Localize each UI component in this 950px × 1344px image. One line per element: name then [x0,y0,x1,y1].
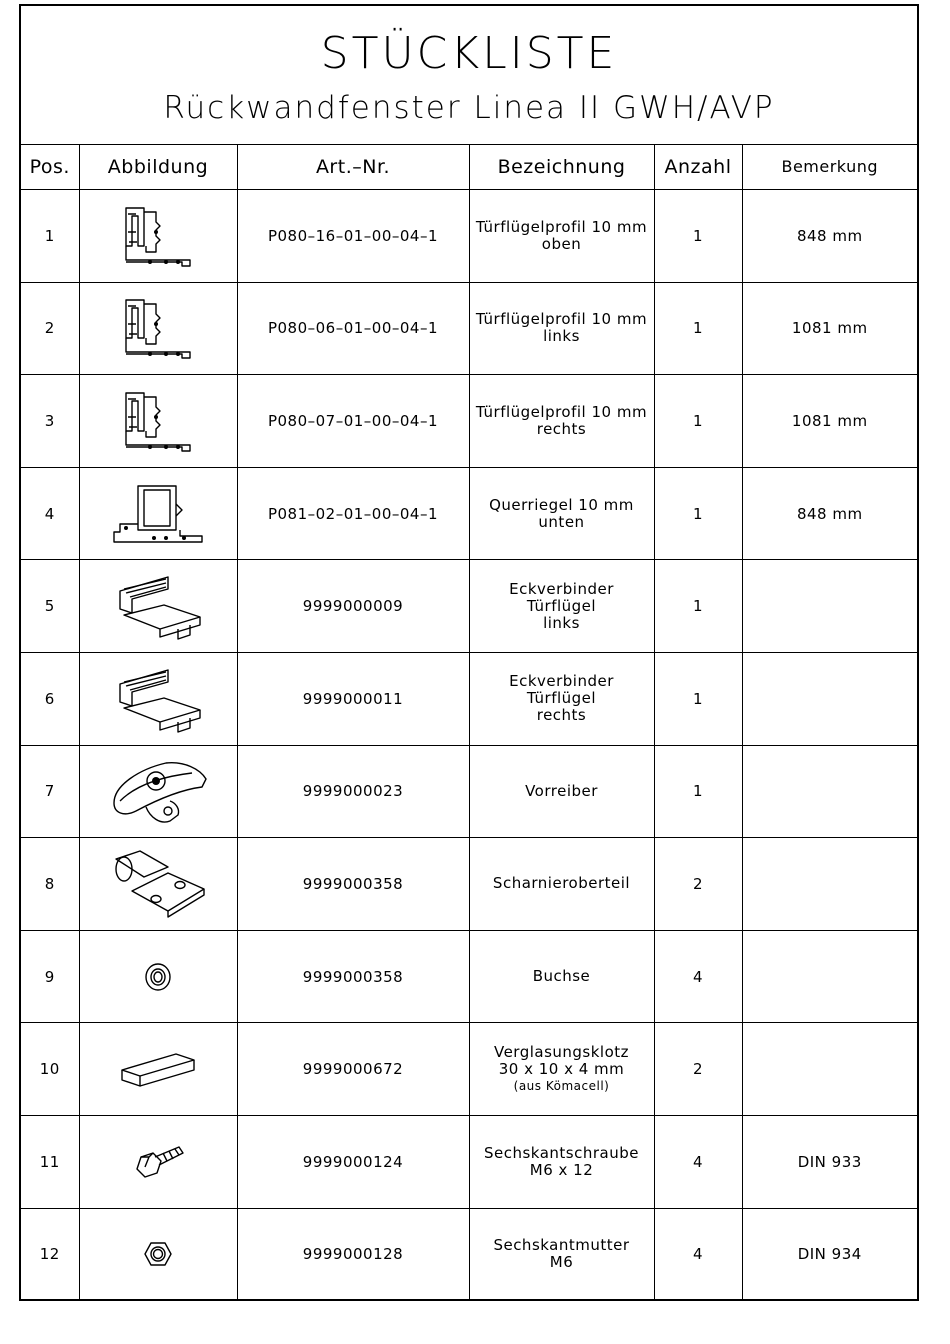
designation-line-1: Türflügelprofil 10 mm [475,217,648,236]
cell-image [79,467,237,560]
cell-art-nr: 9999000124 [237,1115,469,1208]
cell-image [79,1115,237,1208]
designation-line-2: rechts [536,419,587,438]
parts-table [21,144,917,1300]
designation-line-1: Eckverbinder Türflügel [509,579,614,615]
table-row [21,652,917,745]
header-image: Abbildung [79,144,237,190]
hinge-icon [108,847,208,921]
cell-qty: 2 [654,838,742,931]
designation-line-2: rechts [536,706,587,725]
designation-line-2: 30 x 10 x 4 mm [498,1059,625,1078]
designation-line-2: links [543,327,580,346]
cell-designation [469,1023,654,1116]
cell-qty: 4 [654,930,742,1023]
header-designation: Bezeichnung [469,144,654,190]
designation-line-1: Türflügelprofil 10 mm [475,310,648,329]
cell-pos: 10 [21,1023,79,1116]
cell-pos: 6 [21,652,79,745]
designation-line-3: (aus Kömacell) [513,1078,610,1093]
cell-art-nr: P080–07–01–00–04–1 [237,375,469,468]
cell-designation [469,745,654,838]
table-row [21,930,917,1023]
cell-pos: 4 [21,467,79,560]
cell-remark: DIN 934 [742,1208,917,1300]
cell-remark [742,745,917,838]
cell-art-nr: 9999000009 [237,560,469,653]
designation-line-1: Sechskantmutter [493,1236,630,1255]
table-header-row [21,144,917,190]
profile-icon [116,387,200,455]
designation-line-2: unten [538,512,585,531]
cell-qty: 1 [654,467,742,560]
designation-line-1: Verglasungsklotz [493,1042,630,1061]
designation-line-2: links [543,613,580,632]
cell-image [79,930,237,1023]
profile-icon [116,202,200,270]
cell-qty: 1 [654,745,742,838]
header-remark: Bemerkung [742,144,917,190]
cell-art-nr: P081–02–01–00–04–1 [237,467,469,560]
table-row [21,1115,917,1208]
cell-image [79,652,237,745]
cell-designation [469,1115,654,1208]
table-row [21,1208,917,1300]
latch-icon [106,755,210,827]
table-row [21,745,917,838]
designation-line-2: M6 [549,1253,574,1272]
cell-qty: 1 [654,375,742,468]
cell-qty: 1 [654,282,742,375]
cell-image [79,560,237,653]
cell-remark: 1081 mm [742,282,917,375]
cell-remark: 848 mm [742,190,917,283]
designation-line-2: M6 x 12 [529,1160,594,1179]
designation-line-1: Vorreiber [525,781,598,800]
cell-pos: 5 [21,560,79,653]
cell-qty: 1 [654,190,742,283]
cell-designation [469,190,654,283]
cell-designation [469,930,654,1023]
cell-pos: 2 [21,282,79,375]
hex-nut-icon [141,1238,175,1270]
crossbar-profile-icon [110,480,206,548]
cell-art-nr: 9999000023 [237,745,469,838]
header-art-nr: Art.–Nr. [237,144,469,190]
designation-line-1: Buchse [532,967,591,986]
table-row [21,1023,917,1116]
designation-line-1: Sechskantschraube [483,1143,639,1162]
profile-icon [116,294,200,362]
designation-line-1: Eckverbinder Türflügel [509,672,614,708]
cell-pos: 11 [21,1115,79,1208]
cell-image [79,1208,237,1300]
cell-designation [469,838,654,931]
cell-image [79,375,237,468]
cell-designation [469,375,654,468]
cell-art-nr: 9999000358 [237,930,469,1023]
table-row [21,282,917,375]
parts-list-sheet [19,4,919,1301]
cell-designation [469,560,654,653]
table-row [21,560,917,653]
designation-line-1: Türflügelprofil 10 mm [475,402,648,421]
cell-art-nr: P080–16–01–00–04–1 [237,190,469,283]
designation-line-1: Querriegel 10 mm [489,495,634,514]
cell-remark: DIN 933 [742,1115,917,1208]
cell-remark [742,560,917,653]
designation-line-2: oben [541,234,582,253]
cell-art-nr: P080–06–01–00–04–1 [237,282,469,375]
cell-pos: 3 [21,375,79,468]
cell-image [79,1023,237,1116]
cell-remark [742,838,917,931]
corner-connector-right-icon [108,662,208,736]
document-subtitle: Rückwandfenster Linea II GWH/AVP [163,90,775,126]
cell-remark: 1081 mm [742,375,917,468]
bushing-icon [142,961,174,993]
cell-qty: 1 [654,652,742,745]
header-pos: Pos. [21,144,79,190]
document-title: STÜCKLISTE [320,28,618,79]
cell-remark: 848 mm [742,467,917,560]
table-row [21,375,917,468]
cell-qty: 4 [654,1115,742,1208]
cell-pos: 9 [21,930,79,1023]
cell-remark [742,930,917,1023]
cell-remark [742,652,917,745]
cell-designation [469,1208,654,1300]
cell-image [79,838,237,931]
cell-designation [469,652,654,745]
cell-designation [469,467,654,560]
title-block [21,6,917,145]
cell-qty: 2 [654,1023,742,1116]
cell-pos: 8 [21,838,79,931]
table-row [21,467,917,560]
cell-image [79,190,237,283]
glazing-block-icon [118,1048,198,1090]
cell-designation [469,282,654,375]
cell-remark [742,1023,917,1116]
table-row [21,838,917,931]
cell-art-nr: 9999000128 [237,1208,469,1300]
cell-qty: 4 [654,1208,742,1300]
designation-line-1: Scharnieroberteil [492,874,631,893]
cell-pos: 1 [21,190,79,283]
cell-image [79,282,237,375]
corner-connector-left-icon [108,569,208,643]
cell-pos: 7 [21,745,79,838]
table-row [21,190,917,283]
header-qty: Anzahl [654,144,742,190]
cell-art-nr: 9999000358 [237,838,469,931]
cell-image [79,745,237,838]
hex-bolt-icon [129,1143,187,1181]
cell-pos: 12 [21,1208,79,1300]
cell-qty: 1 [654,560,742,653]
cell-art-nr: 9999000011 [237,652,469,745]
cell-art-nr: 9999000672 [237,1023,469,1116]
